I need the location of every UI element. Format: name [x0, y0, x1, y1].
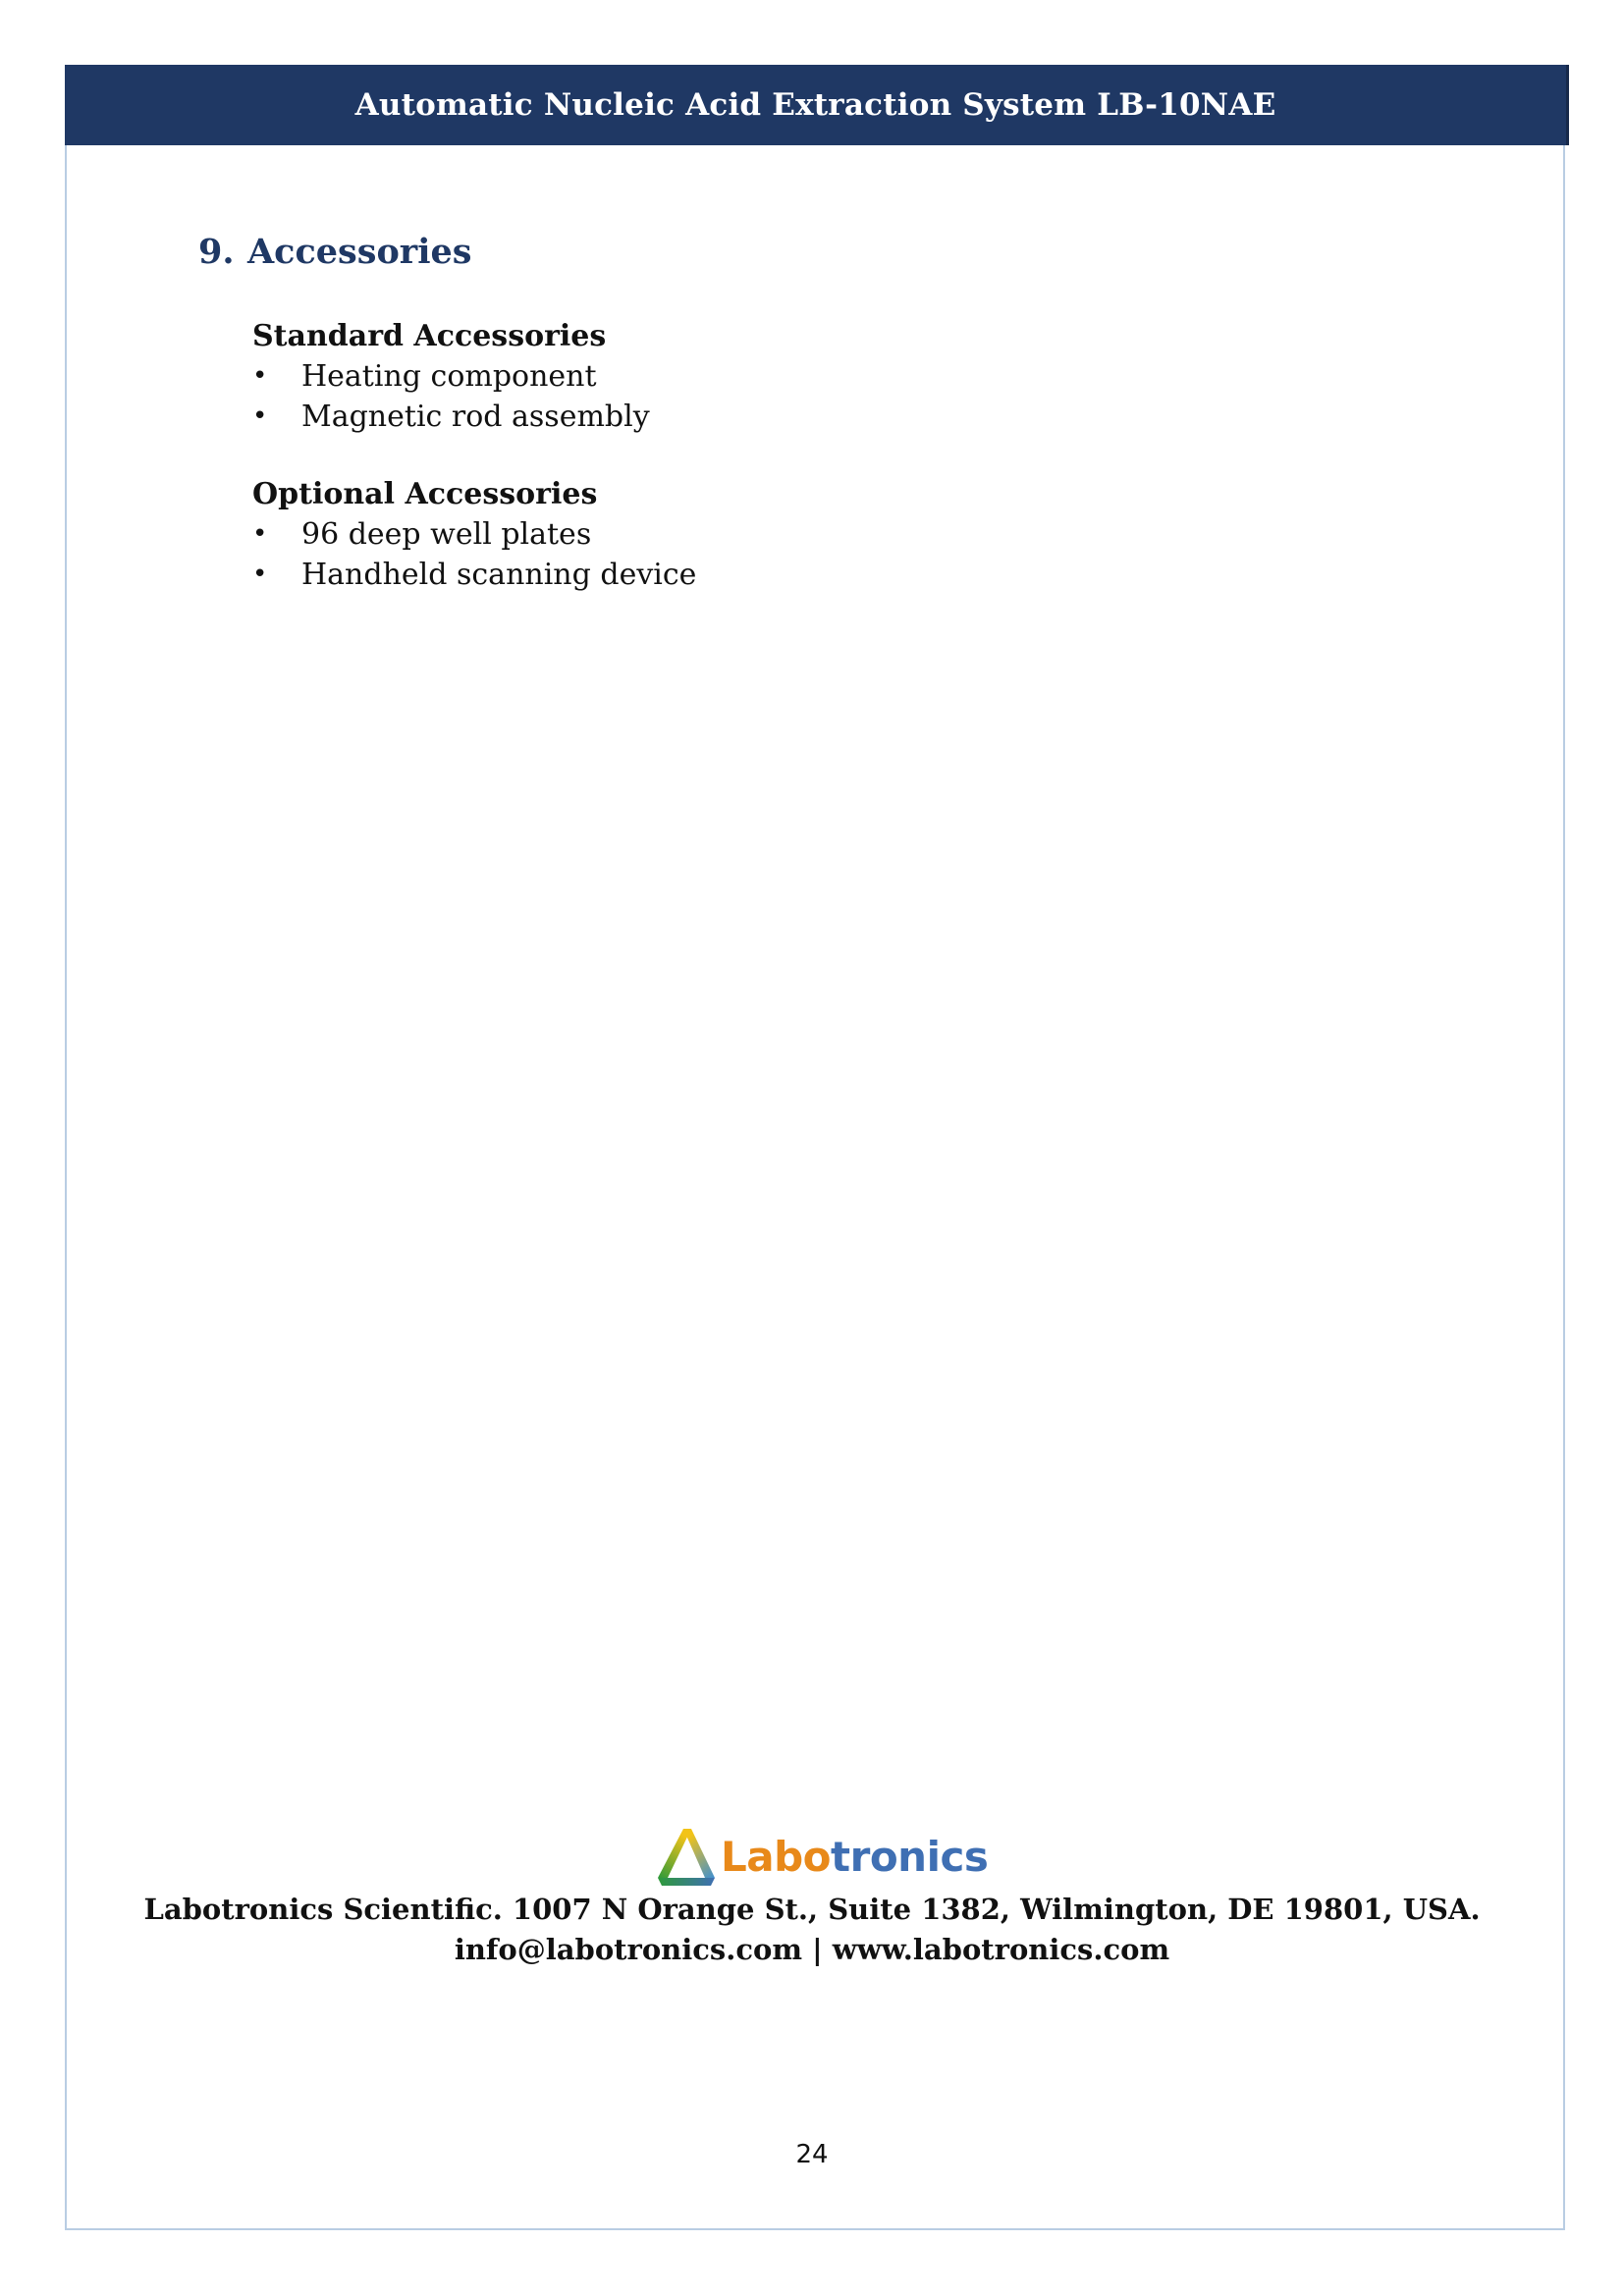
header-title: Automatic Nucleic Acid Extraction System LB-10NAE [354, 87, 1276, 123]
optional-accessories-group [252, 475, 696, 595]
list-item [252, 514, 696, 555]
footer-address: Labotronics Scientific. 1007 N Orange St., Suite 1382, Wilmington, DE 19801, USA. [143, 1893, 1481, 1926]
header-bar [65, 65, 1569, 145]
list-item-text: Heating component [301, 359, 597, 394]
logo-wordmark: Labotronics [721, 1832, 989, 1881]
list-item [252, 555, 696, 595]
optional-accessories-title: Optional Accessories [252, 477, 598, 511]
optional-accessories-list [252, 514, 696, 595]
bullet-icon: • [252, 401, 268, 431]
list-item [252, 397, 650, 437]
section-number: 9. [198, 232, 235, 272]
triangle-logo-icon [654, 1825, 717, 1888]
standard-accessories-list [252, 356, 650, 437]
labotronics-logo [654, 1822, 989, 1891]
section-title: Accessories [247, 232, 472, 272]
list-item-text: Handheld scanning device [301, 558, 697, 592]
list-item-text: 96 deep well plates [301, 517, 592, 552]
section-heading [198, 232, 472, 272]
footer-contact: info@labotronics.com | www.labotronics.com [454, 1933, 1170, 1966]
bullet-icon: • [252, 519, 268, 549]
standard-accessories-group [252, 317, 650, 437]
list-item-text: Magnetic rod assembly [301, 400, 650, 434]
bullet-icon: • [252, 361, 268, 391]
page-number: 24 [795, 2140, 829, 2169]
list-item [252, 356, 650, 397]
bullet-icon: • [252, 560, 268, 589]
standard-accessories-title: Standard Accessories [252, 319, 607, 353]
